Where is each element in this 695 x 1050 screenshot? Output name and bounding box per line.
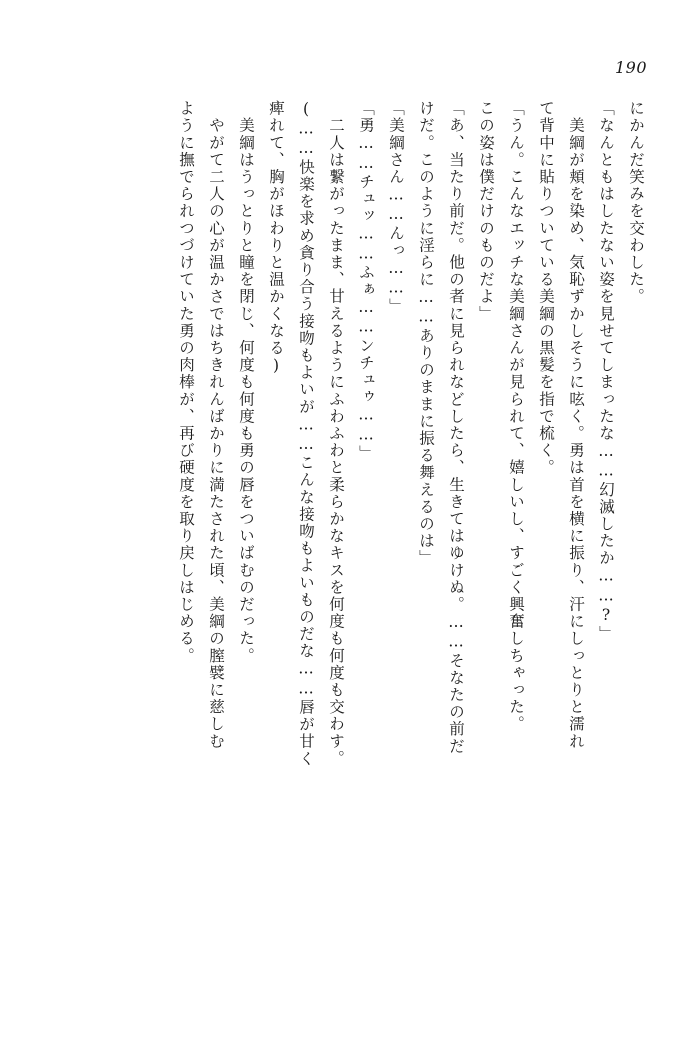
text-line: ように撫でられつづけていた勇の肉棒が、再び硬度を取り戻しはじめる。 xyxy=(177,100,195,665)
text-line: 美綱はうっとりと瞳を閉じ、何度も何度も勇の唇をついばむのだった。 xyxy=(237,100,255,665)
text-line: 「うん。こんなエッチな美綱さんが見られて、嬉しいし、すごく興奮しちゃった。 xyxy=(507,100,525,733)
text-line: て背中に貼りついている美綱の黒髪を指で梳く。 xyxy=(537,100,555,477)
text-line: (……快楽を求め貪り合う接吻もよいが……こんな接吻もよいものだな……唇が甘く xyxy=(297,100,315,768)
text-line: やがて二人の心が温かさではちきれんばかりに満たされた頃、美綱の膣襞に慈しむ xyxy=(207,100,225,750)
vertical-text-body xyxy=(44,100,651,1010)
text-line: けだ。このように淫らに……ありのままに振る舞えるのは」 xyxy=(417,100,435,567)
page-number: 190 xyxy=(614,58,647,77)
text-line: 「美綱さん……んっ……」 xyxy=(387,100,405,316)
text-line: 二人は繋がったまま、甘えるようにふわふわと柔らかなキスを何度も何度も交わす。 xyxy=(327,100,345,767)
text-line: 美綱が頬を染め、気恥ずかしそうに呟く。勇は首を横に振り、汗にしっとりと濡れ xyxy=(567,100,585,750)
text-line: 「あ、当たり前だ。他の者に見られなどしたら、生きてはゆけぬ。……そなたの前だ xyxy=(447,100,465,755)
text-line: 「なんともはしたない姿を見せてしまったな……幻滅したか……?」 xyxy=(597,100,615,643)
text-line: にかんだ笑みを交わした。 xyxy=(627,100,645,306)
text-line: 痺れて、胸がほわりと温かくなる) xyxy=(267,100,285,377)
text-line: 「勇……チュッ……ふぁ……ンチュゥ……」 xyxy=(357,100,375,462)
text-line: この姿は僕だけのものだよ」 xyxy=(477,100,495,323)
